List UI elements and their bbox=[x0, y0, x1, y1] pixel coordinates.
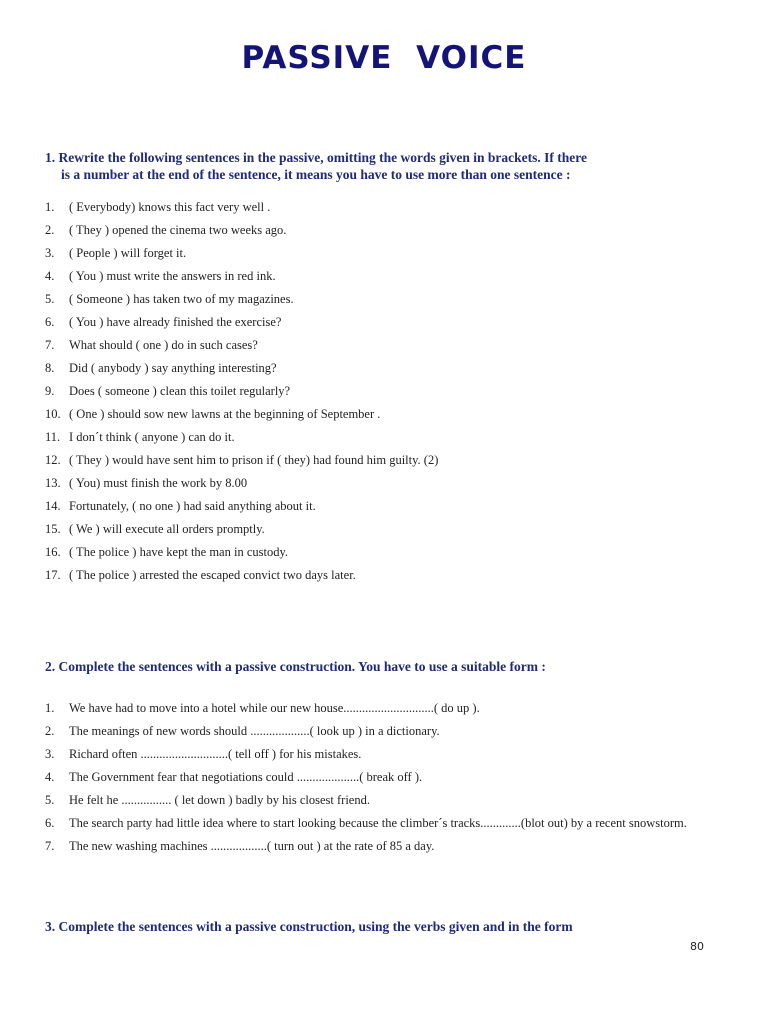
item-number: 7. bbox=[45, 839, 55, 853]
list-item bbox=[45, 518, 725, 541]
item-number: 4. bbox=[45, 770, 55, 784]
item-number: 7. bbox=[45, 338, 55, 352]
item-number: 8. bbox=[45, 361, 55, 375]
item-number: 2. bbox=[45, 724, 55, 738]
item-number: 3. bbox=[45, 246, 55, 260]
item-text: ( One ) should sow new lawns at the beginning of September . bbox=[69, 407, 381, 421]
list-item bbox=[45, 789, 725, 812]
item-number: 11. bbox=[45, 430, 61, 444]
item-number: 4. bbox=[45, 269, 55, 283]
list-item bbox=[45, 697, 725, 720]
list-item bbox=[45, 835, 725, 858]
item-text: ( We ) will execute all orders promptly. bbox=[69, 522, 265, 536]
item-number: 16. bbox=[45, 545, 61, 559]
list-item bbox=[45, 219, 725, 242]
item-text: ( Everybody) knows this fact very well . bbox=[69, 200, 271, 214]
list-item bbox=[45, 242, 725, 265]
item-text: He felt he ................ ( let down ) badly by his closest friend. bbox=[69, 793, 370, 807]
item-number: 6. bbox=[45, 315, 55, 329]
list-item bbox=[45, 720, 725, 743]
list-item bbox=[45, 311, 725, 334]
item-text: Fortunately, ( no one ) had said anything about it. bbox=[69, 499, 316, 513]
section1-list bbox=[45, 196, 725, 587]
list-item bbox=[45, 288, 725, 311]
item-text: ( They ) would have sent him to prison if ( they) had found him guilty. (2) bbox=[69, 453, 439, 467]
page-title: PASSIVE VOICE bbox=[241, 40, 527, 76]
item-text: Does ( someone ) clean this toilet regularly? bbox=[69, 384, 291, 398]
item-text: ( The police ) arrested the escaped convict two days later. bbox=[69, 568, 356, 582]
item-number: 15. bbox=[45, 522, 61, 536]
list-item bbox=[45, 541, 725, 564]
item-text: ( Someone ) has taken two of my magazines. bbox=[69, 292, 294, 306]
page-number: 80 bbox=[690, 940, 704, 953]
list-item bbox=[45, 812, 725, 835]
list-item bbox=[45, 743, 725, 766]
list-item bbox=[45, 380, 725, 403]
item-text: ( You ) must write the answers in red ink. bbox=[69, 269, 276, 283]
list-item bbox=[45, 495, 725, 518]
item-text: Did ( anybody ) say anything interesting? bbox=[69, 361, 277, 375]
list-item bbox=[45, 403, 725, 426]
item-text: Richard often ............................( tell off ) for his mistakes. bbox=[69, 747, 362, 761]
item-text: ( The police ) have kept the man in custody. bbox=[69, 545, 289, 559]
item-text: ( They ) opened the cinema two weeks ago. bbox=[69, 223, 287, 237]
item-number: 6. bbox=[45, 816, 55, 830]
item-text: The meanings of new words should ...................( look up ) in a dictionary. bbox=[69, 724, 440, 738]
item-number: 12. bbox=[45, 453, 61, 467]
item-text: ( You) must finish the work by 8.00 bbox=[69, 476, 248, 490]
item-number: 5. bbox=[45, 292, 55, 306]
item-text: The search party had little idea where to start looking because the climber´s tracks.............(blot out) by a recent snowstorm. bbox=[69, 816, 687, 830]
list-item bbox=[45, 265, 725, 288]
section1-heading-line1: 1. Rewrite the following sentences in the passive, omitting the words given in brackets. If there bbox=[45, 150, 587, 165]
item-text: What should ( one ) do in such cases? bbox=[69, 338, 258, 352]
item-number: 3. bbox=[45, 747, 55, 761]
item-number: 1. bbox=[45, 701, 55, 715]
item-text: The new washing machines ..................( turn out ) at the rate of 85 a day. bbox=[69, 839, 435, 853]
item-number: 14. bbox=[45, 499, 61, 513]
list-item bbox=[45, 766, 725, 789]
list-item bbox=[45, 334, 725, 357]
item-number: 9. bbox=[45, 384, 55, 398]
item-number: 1. bbox=[45, 200, 55, 214]
item-number: 2. bbox=[45, 223, 55, 237]
section3-heading: 3. Complete the sentences with a passive construction, using the verbs given and in the form bbox=[45, 919, 573, 934]
section1-heading bbox=[45, 149, 705, 183]
item-text: I don´t think ( anyone ) can do it. bbox=[69, 430, 235, 444]
section2-list bbox=[45, 697, 725, 858]
item-text: We have had to move into a hotel while our new house.............................( do up ). bbox=[69, 701, 480, 715]
item-number: 10. bbox=[45, 407, 61, 421]
list-item bbox=[45, 449, 725, 472]
list-item bbox=[45, 196, 725, 219]
list-item bbox=[45, 426, 725, 449]
section1-heading-line2: is a number at the end of the sentence, it means you have to use more than one sentence : bbox=[61, 167, 571, 182]
item-text: ( You ) have already finished the exercise? bbox=[69, 315, 282, 329]
item-number: 17. bbox=[45, 568, 61, 582]
list-item bbox=[45, 472, 725, 495]
item-text: The Government fear that negotiations could ....................( break off ). bbox=[69, 770, 423, 784]
item-number: 13. bbox=[45, 476, 61, 490]
list-item bbox=[45, 564, 725, 587]
item-text: ( People ) will forget it. bbox=[69, 246, 187, 260]
section2-heading: 2. Complete the sentences with a passive construction. You have to use a suitable form : bbox=[45, 659, 546, 674]
item-number: 5. bbox=[45, 793, 55, 807]
list-item bbox=[45, 357, 725, 380]
